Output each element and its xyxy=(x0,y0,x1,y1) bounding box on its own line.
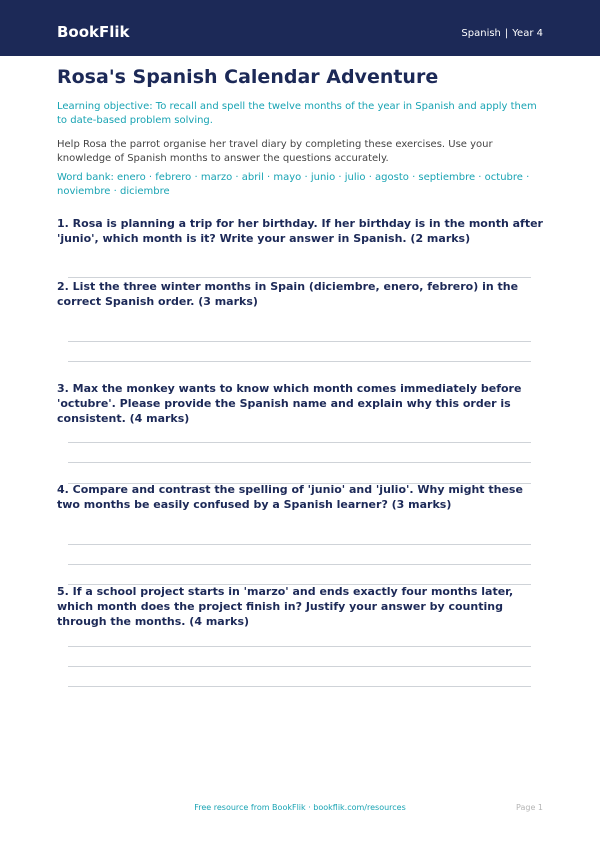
answer-line[interactable] xyxy=(68,361,531,362)
question-5 xyxy=(57,584,543,629)
header-bar xyxy=(0,0,600,56)
answer-line[interactable] xyxy=(68,666,531,667)
answer-line[interactable] xyxy=(68,564,531,565)
header-separator: | xyxy=(504,28,509,39)
question-text: 3. Max the monkey wants to know which month comes immediately before 'octubre'. Please provide the Spanish name and explain why this order is consistent. (4 marks) xyxy=(57,382,522,425)
answer-line[interactable] xyxy=(68,442,531,443)
header-meta xyxy=(461,27,543,41)
subject-label: Spanish xyxy=(461,28,501,39)
brand-logo: BookFlik xyxy=(57,23,130,41)
question-text: 4. Compare and contrast the spelling of 'junio' and 'julio'. Why might these two months be easily confused by a Spanish learner? (3 marks) xyxy=(57,483,523,511)
question-4 xyxy=(57,482,543,512)
answer-line[interactable] xyxy=(68,341,531,342)
answer-line[interactable] xyxy=(68,686,531,687)
answer-line[interactable] xyxy=(68,462,531,463)
answer-line[interactable] xyxy=(68,277,531,278)
question-text: 1. Rosa is planning a trip for her birthday. If her birthday is in the month after 'junio', which month is it? Write your answer in Spanish. (2 marks) xyxy=(57,217,543,245)
page-title: Rosa's Spanish Calendar Adventure xyxy=(57,66,439,88)
question-1 xyxy=(57,216,543,246)
question-2 xyxy=(57,279,543,309)
question-text: 2. List the three winter months in Spain (diciembre, enero, febrero) in the correct Spanish order. (3 marks) xyxy=(57,280,519,308)
year-label: Year 4 xyxy=(512,28,543,39)
footer-credit: Free resource from BookFlik · bookflik.com/resources xyxy=(194,803,406,812)
answer-line[interactable] xyxy=(68,646,531,647)
word-bank: Word bank: enero · febrero · marzo · abril · mayo · junio · julio · agosto · septiembre · octubre · noviembre · diciembre xyxy=(57,172,530,197)
page-number: Page 1 xyxy=(516,803,543,812)
question-3 xyxy=(57,381,543,426)
intro-text: Help Rosa the parrot organise her travel diary by completing these exercises. Use your knowledge of Spanish months to answer the questions accurately. xyxy=(57,139,493,164)
question-text: 5. If a school project starts in 'marzo' and ends exactly four months later, which month does the project finish in? Justify your answer by counting through the months. (4 marks) xyxy=(57,585,514,628)
answer-line[interactable] xyxy=(68,544,531,545)
learning-objective: Learning objective: To recall and spell the twelve months of the year in Spanish and apply them to date-based problem solving. xyxy=(57,101,537,126)
